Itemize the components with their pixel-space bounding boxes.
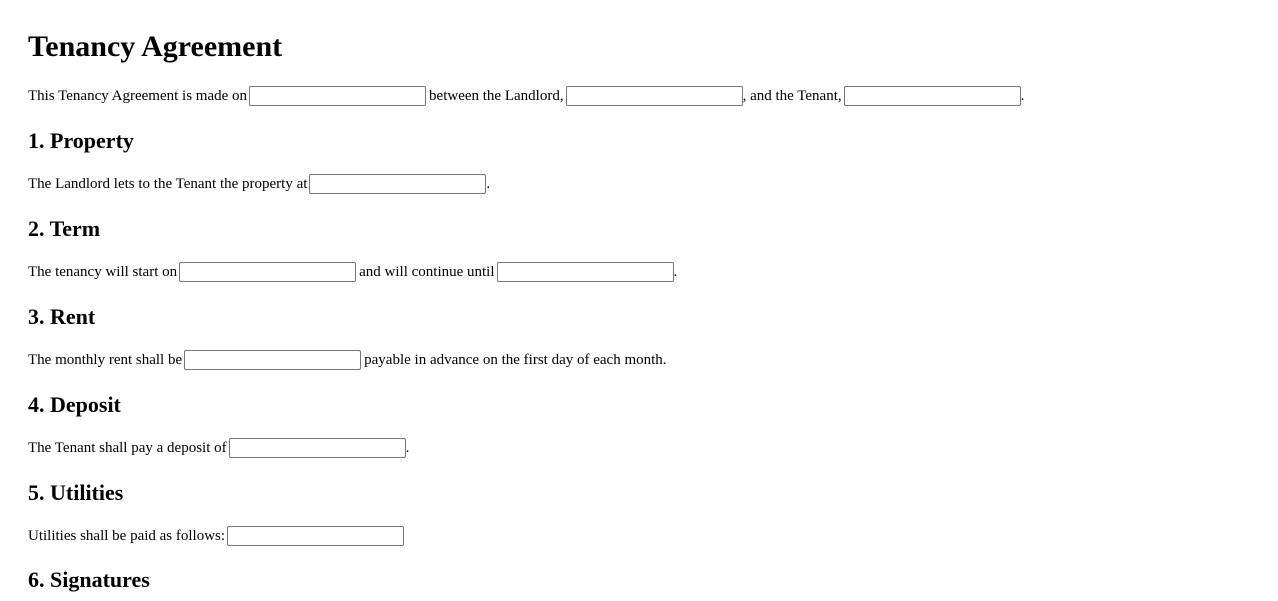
section-heading-rent: 3. Rent (28, 304, 96, 329)
section-heading-signatures: 6. Signatures (28, 567, 150, 592)
term-text-end: . (673, 264, 678, 280)
term-end-date-field[interactable] (497, 262, 674, 282)
section-heading-deposit: 4. Deposit (28, 392, 121, 417)
term-end-label: and will continue until (359, 264, 495, 280)
property-text-label: The Landlord lets to the Tenant the property at (28, 176, 308, 192)
utilities-text-label: Utilities shall be paid as follows: (28, 528, 226, 544)
term-start-date-field[interactable] (179, 262, 356, 282)
intro-text-date-label: This Tenancy Agreement is made on (28, 88, 248, 104)
rent-text-after: payable in advance on the first day of each month. (364, 352, 667, 368)
term-start-label: The tenancy will start on (28, 264, 178, 280)
property-text-end: . (486, 176, 491, 192)
intro-text-tenant-label: , and the Tenant, (742, 88, 842, 104)
section-heading-property: 1. Property (28, 128, 134, 153)
deposit-paragraph (28, 437, 409, 459)
intro-paragraph (28, 85, 1024, 107)
deposit-text-label: The Tenant shall pay a deposit of (28, 440, 227, 456)
tenant-name-field[interactable] (844, 86, 1021, 106)
intro-text-end: . (1020, 88, 1025, 104)
agreement-date-field[interactable] (249, 86, 426, 106)
landlord-name-field[interactable] (566, 86, 743, 106)
rent-paragraph (28, 349, 667, 371)
property-address-field[interactable] (309, 174, 486, 194)
rent-text-label: The monthly rent shall be (28, 352, 183, 368)
property-paragraph (28, 173, 490, 195)
utilities-terms-field[interactable] (227, 526, 404, 546)
term-paragraph (28, 261, 677, 283)
section-heading-utilities: 5. Utilities (28, 480, 124, 505)
utilities-paragraph (28, 525, 407, 547)
monthly-rent-field[interactable] (184, 350, 361, 370)
deposit-text-end: . (405, 440, 410, 456)
deposit-amount-field[interactable] (229, 438, 406, 458)
section-heading-term: 2. Term (28, 216, 101, 241)
intro-text-landlord-label: between the Landlord, (429, 88, 564, 104)
page-title: Tenancy Agreement (28, 30, 283, 63)
